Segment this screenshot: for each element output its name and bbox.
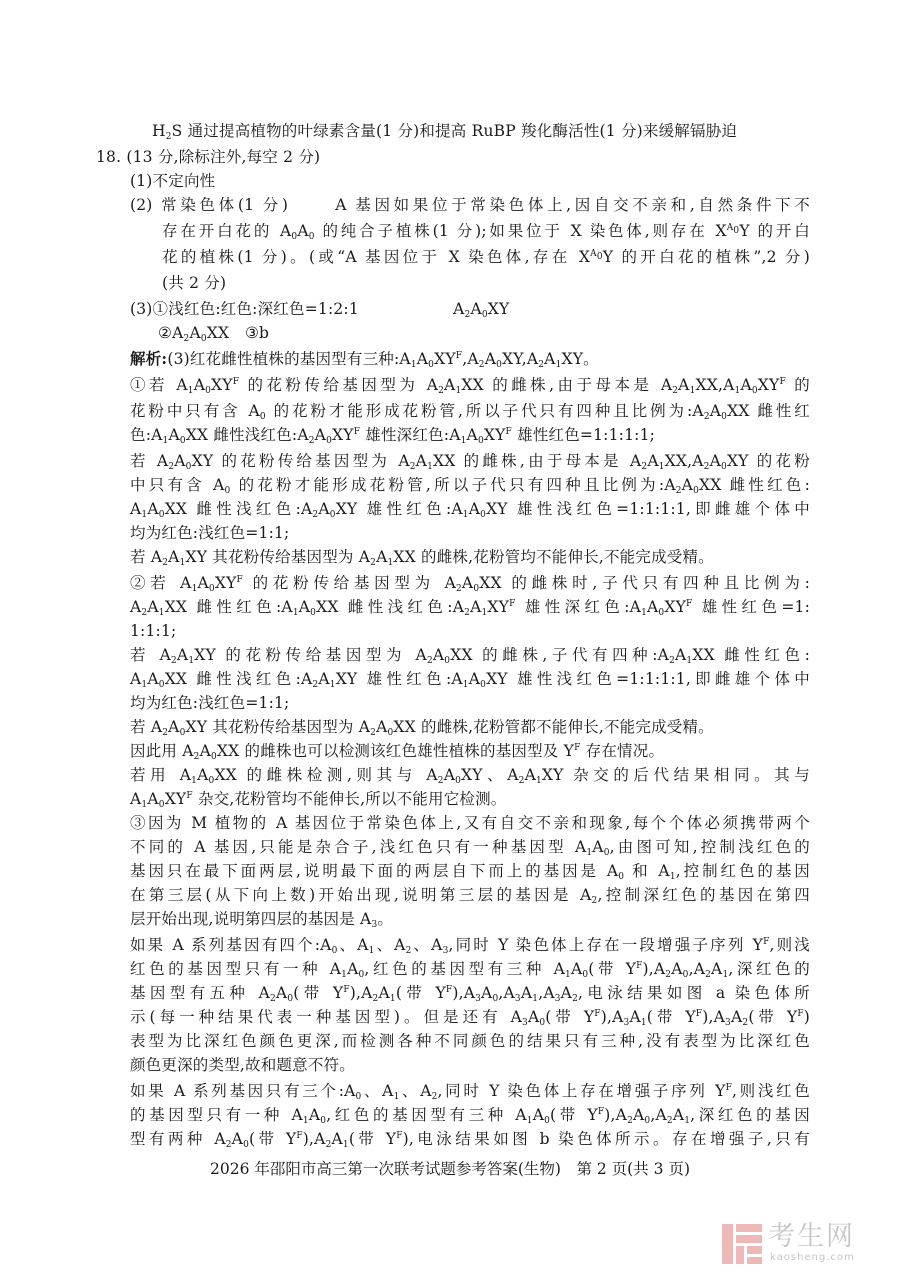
text-line-q18-2c: 花的植株(1 分)。(或“A 基因位于 X 染色体,存在 $X^{A_0}Y$ 的开白花的植株”,2 分) xyxy=(162,248,810,266)
text-line-ana: 解析:(3)红花雌性植株的基因型有三种$:A_1A_0XY^F,A_2A_0XY,A_2A_1XY$。 xyxy=(130,349,599,370)
text-line-p4e: 表型为比深红色颜色更深,而检测各种不同颜色的结果只有三种,没有表型为比深红色 xyxy=(130,1032,810,1050)
text-line-p4b: 红色的基因型只有一种 $A_1A_0$,红色的基因型有三种 $A_1A_0$(带 $Y^F),A_2A_0,A_2A_1$,深红色的 xyxy=(130,960,810,980)
text-line-p5b: 的基因型只有一种 $A_1A_0$,红色的基因型有三种 $A_1A_0$(带 $Y^F),A_2A_0,A_2A_1$,深红色的基因 xyxy=(130,1106,811,1126)
text-line-p2c: 1:1:1; xyxy=(130,622,177,640)
text-line-q18-3b: $②A_2A_0XX$ ③b xyxy=(158,324,270,344)
text-line-q18-3a: (3)①浅红色:红色:深红色=1:2:1 $A_2A_0XY$ xyxy=(130,300,510,320)
text-line-q18-2d: (共 2 分) xyxy=(162,274,227,292)
text-line-p2b: $A_2A_1XX$ 雌性红色$:A_1A_0XX$ 雌性浅红色$:A_2A_1XY^F$ 雄性深红色$:A_1A_0XY^F$ 雄性红色=1: xyxy=(130,598,810,618)
text-line-p4a: 如果 A 系列基因有四个$:A_0$、$A_1$、$A_2$、$A_3$,同时 Y 染色体上存在一段增强子序列 $Y^F$,则浅 xyxy=(130,936,811,956)
text-line-p2i: 若用 $A_1A_0XX$ 的雌株检测,则其与 $A_2A_0XY$、$A_2A_1XY$ 杂交的后代结果相同。其与 xyxy=(130,766,810,786)
text-line-p1g: 均为红色:浅红色=1:1; xyxy=(130,524,290,542)
text-line-p2j: $A_1A_0XY^F$ 杂交,花粉管均不能伸长,所以不能用它检测。 xyxy=(130,790,507,810)
watermark-url: kaosheng.com xyxy=(770,1252,855,1263)
text-line-p5a: 如果 A 系列基因只有三个$:A_0$、$A_1$、$A_2$,同时 Y 染色体上存在增强子序列 $Y^F$,则浅红色 xyxy=(130,1082,810,1102)
text-line-p3b: 不同的 A 基因,只能是杂合子,浅红色只有一种基因型 $A_1A_0$,由图可知,控制浅红色的 xyxy=(130,838,810,858)
text-line-p1b: 花粉中只有含 $A_0$ 的花粉才能形成花粉管,所以子代只有四种且比例为$:A_2A_0XX$ 雌性红 xyxy=(130,402,810,422)
text-line-p4c: 基因型有五种 $A_2A_0$(带 $Y^F),A_2A_1$(带 $Y^F),A_3A_0,A_3A_1,A_3A_2$,电泳结果如图 a 染色体所 xyxy=(130,984,810,1004)
page-footer: 2026 年邵阳市高三第一次联考试题参考答案(生物) 第 2 页(共 3 页) xyxy=(210,1160,690,1178)
text-line-p2h: 因此用 $A_2A_0XX$ 的雌株也可以检测该红色雄性植株的基因型及 $Y^F$ 存在情况。 xyxy=(130,742,665,762)
text-line-p2e: $A_1A_0XX$ 雌性浅红色$:A_2A_1XY$ 雄性红色$:A_1A_0XY$ 雄性浅红色=1:1:1:1,即雌雄个体中 xyxy=(130,670,810,690)
text-line-p1h: 若 $A_2A_1XY$ 其花粉传给基因型为 $A_2A_1XX$ 的雌株,花粉管均不能伸长,不能完成受精。 xyxy=(130,548,714,568)
text-line-p5c: 型有两种 $A_2A_0$(带 $Y^F),A_2A_1$(带 $Y^F$),电泳结果如图 b 染色体所示。存在增强子,只有 xyxy=(130,1130,810,1150)
text-line-q18: 18. (13 分,除标注外,每空 2 分) xyxy=(96,148,321,166)
text-line-p2a: ②若 $A_1A_0XY^F$ 的花粉传给基因型为 $A_2A_0XX$ 的雌株时,子代只有四种且比例为: xyxy=(130,574,811,594)
text-line-p3d: 在第三层(从下向上数)开始出现,说明第三层的基因是 $A_2$,控制深红色的基因在第四 xyxy=(130,886,811,906)
text-line-p1f: $A_1A_0XX$ 雌性浅红色$:A_2A_0XY$ 雄性红色$:A_1A_0XY$ 雄性浅红色=1:1:1:1,即雌雄个体中 xyxy=(130,500,810,520)
text-line-p4f: 颜色更深的类型,故和题意不符。 xyxy=(130,1056,355,1074)
text-line-p2d: 若 $A_2A_1XY$ 的花粉传给基因型为 $A_2A_0XX$ 的雌株,子代有四种$:A_2A_1XX$ 雌性红色: xyxy=(130,646,811,666)
text-line-p1a: ①若 $A_1A_0XY^F$ 的花粉传给基因型为 $A_2A_1XX$ 的雌株,由于母本是 $A_2A_1XX,A_1A_0XY^F$ 的 xyxy=(130,376,811,396)
text-line-p2f: 均为红色:浅红色=1:1; xyxy=(130,694,290,712)
text-line-p3c: 基因只在最下面两层,说明最下面的两层自下而上的基因是 $A_0$ 和 $A_1$,控制红色的基因 xyxy=(130,862,810,882)
text-line-p3e: 层开始出现,说明第四层的基因是 $A_3$。 xyxy=(130,910,394,930)
text-line-p1e: 中只有含 $A_0$ 的花粉才能形成花粉管,所以子代只有四种且比例为$:A_2A_0XX$ 雌性红色: xyxy=(130,476,810,496)
watermark-text: 考生网 xyxy=(768,1221,855,1252)
watermark-logo-icon xyxy=(722,1224,762,1264)
text-line-p4d: 示(每一种结果代表一种基因型)。但是还有 $A_3A_0$(带 $Y^F),A_3A_1$(带 $Y^F),A_3A_2$(带 $Y^F$) xyxy=(130,1008,811,1028)
watermark xyxy=(722,1222,892,1268)
text-line-p1c: 色$:A_1A_0XX$ 雌性浅红色$:A_2A_0XY^F$ 雄性深红色$:A_1A_0XY^F$ 雄性红色=1:1:1:1; xyxy=(130,426,656,446)
text-line-p2g: 若 $A_2A_0XY$ 其花粉传给基因型为 $A_2A_0XX$ 的雌株,花粉管都不能伸长,不能完成受精。 xyxy=(130,718,714,738)
text-line-h2s: $H_2S$ 通过提高植物的叶绿素含量(1 分)和提高 RuBP 羧化酶活性(1 分)来缓解镉胁迫 xyxy=(152,122,738,142)
text-line-q18-1: (1)不定向性 xyxy=(130,172,216,190)
text-line-p1d: 若 $A_2A_0XY$ 的花粉传给基因型为 $A_2A_1XX$ 的雌株,由于母本是 $A_2A_1XX,A_2A_0XY$ 的花粉 xyxy=(130,452,810,472)
text-line-p3a: ③因为 M 植物的 A 基因位于常染色体上,又有自交不亲和现象,每个个体必须携带两个 xyxy=(130,814,810,832)
text-line-q18-2a: (2) 常染色体(1 分) A 基因如果位于常染色体上,因自交不亲和,自然条件下不 xyxy=(130,196,810,214)
text-line-q18-2b: 存在开白花的 $A_0A_0$ 的纯合子植株(1 分);如果位于 X 染色体,则存在 $X^{A_0}Y$ 的开白 xyxy=(162,222,810,242)
